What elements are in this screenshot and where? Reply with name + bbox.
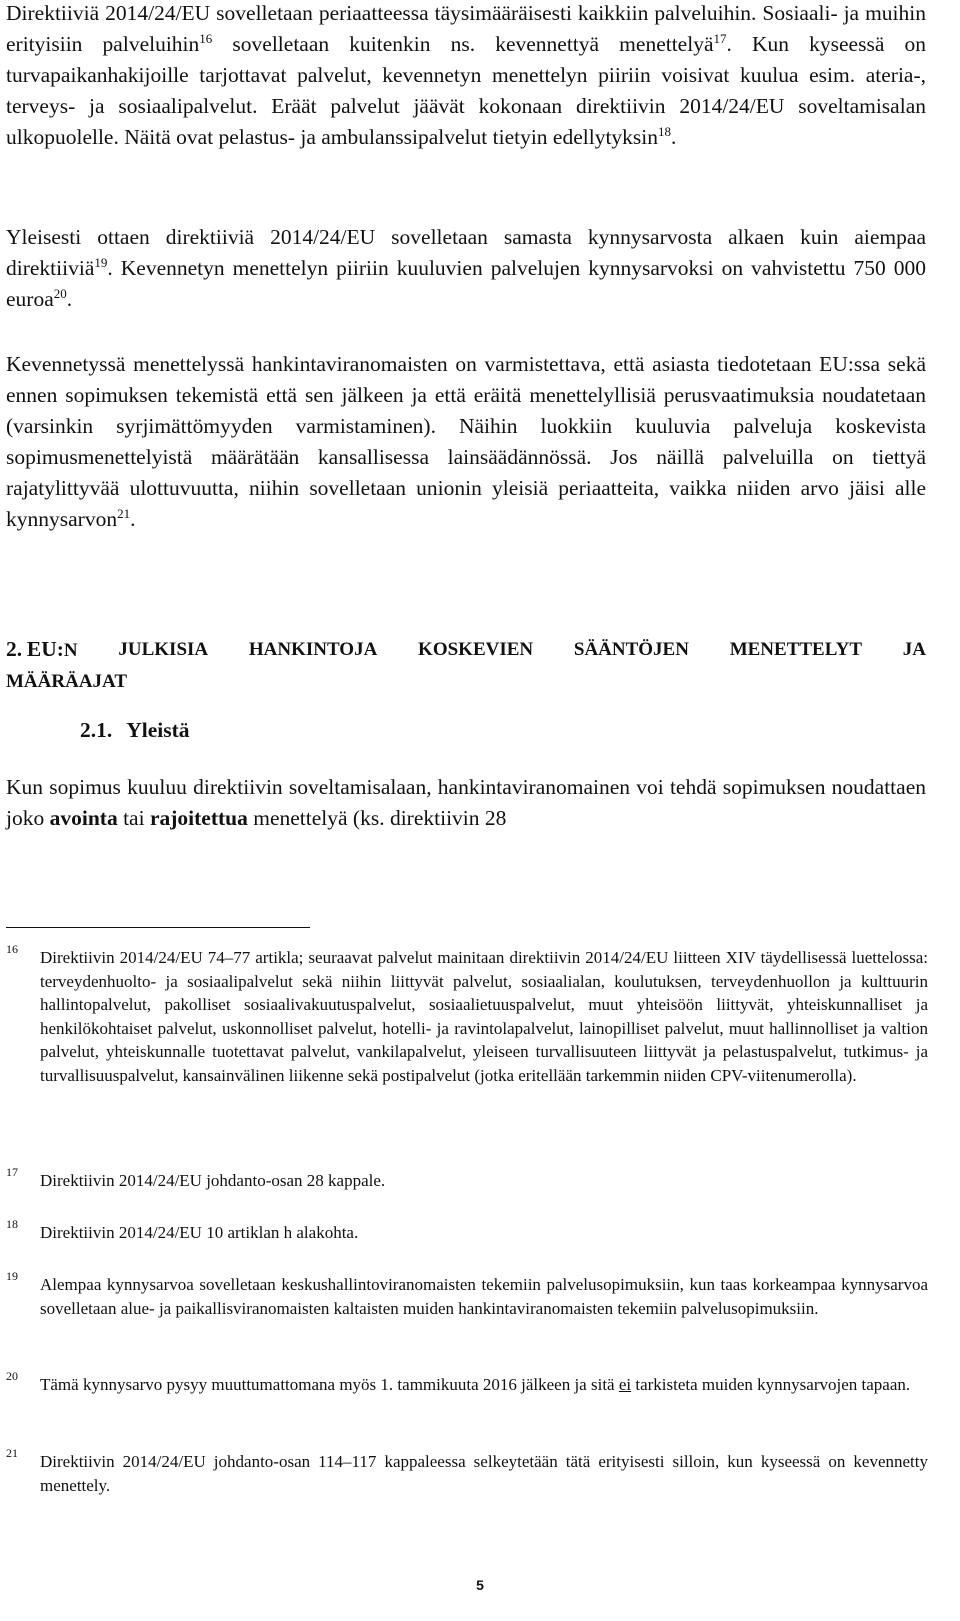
footnote-18 bbox=[0, 1217, 930, 1245]
page-number: 5 bbox=[476, 1577, 484, 1593]
heading-word: SÄÄNTÖJEN bbox=[573, 639, 689, 660]
footnote-number: 18 bbox=[6, 1217, 18, 1231]
heading-word: JULKISIA bbox=[118, 639, 209, 660]
text-run: . bbox=[66, 287, 73, 311]
section-heading-line-2: MÄÄRÄAJAT bbox=[6, 671, 128, 692]
footnote-text: Alempaa kynnysarvoa sovelletaan keskushallintoviranomaisten tekemiin palvelusopimuksiin, kun taas korkeampaa kynnysarvoa sovelletaan alue- ja paikallisviranomaisten kaltaisten muiden hankintaviranomaisten tekemiin palvelusopimuksiin. bbox=[40, 1275, 928, 1318]
footnote-text: Direktiivin 2014/24/EU 10 artiklan h alakohta. bbox=[40, 1223, 359, 1242]
bold-term-restricted: rajoitettua bbox=[149, 806, 248, 830]
section-number bbox=[6, 634, 78, 666]
footnote-ref-16[interactable]: 16 bbox=[199, 31, 213, 46]
paragraph-light-regime bbox=[6, 349, 926, 535]
paragraph-threshold bbox=[6, 222, 926, 315]
footnote-ref-18[interactable]: 18 bbox=[658, 124, 672, 139]
text-run: tai bbox=[117, 806, 150, 830]
heading-word: HANKINTOJA bbox=[248, 639, 378, 660]
footnote-21 bbox=[0, 1446, 930, 1497]
footnote-text bbox=[40, 1373, 928, 1397]
text-run: Kun sopimus kuuluu direktiivin soveltamisalaan, hankintaviranomainen voi tehdä sopimuksen noudattaen joko bbox=[6, 775, 926, 830]
text-run: tarkisteta muiden kynnysarvojen tapaan. bbox=[631, 1375, 911, 1394]
footnote-number: 17 bbox=[6, 1165, 18, 1179]
heading-word: KOSKEVIEN bbox=[418, 639, 534, 660]
underlined-word: ei bbox=[618, 1375, 632, 1394]
paragraph-services-scope bbox=[6, 0, 926, 153]
footnote-ref-17[interactable]: 17 bbox=[713, 31, 727, 46]
subsection-heading bbox=[80, 715, 190, 746]
footnote-ref-20[interactable]: 20 bbox=[53, 286, 67, 301]
footnote-17 bbox=[0, 1165, 930, 1193]
section-heading bbox=[6, 634, 926, 697]
footnote-separator bbox=[6, 927, 310, 928]
heading-number-text: 2. bbox=[6, 637, 23, 661]
heading-word: JA bbox=[902, 639, 926, 660]
text-run: . bbox=[130, 507, 136, 531]
text-run: . Kun kyseessä on turvapaikanhakijoille tarjottavat palvelut, kevennetyn menettelyn piiriin voisivat kuulua esim. ateria-, terveys- ja sosiaalipalvelut. Eräät palvelut jäävät kokonaan direktiivin 2014/24/EU soveltamisalan ulkopuolelle. Näitä ovat pelastus- ja ambulanssipalvelut tietyin edellytyksin bbox=[6, 32, 926, 149]
text-run: Yleisesti ottaen direktiiviä 2014/24/EU sovelletaan samasta kynnysarvosta alkaen kuin aiempaa direktiiviä bbox=[6, 225, 926, 280]
footnote-text: Direktiivin 2014/24/EU 74–77 artikla; seuraavat palvelut mainitaan direktiivin 2014/24/EU liitteen XIV täydellisessä luettelossa: terveydenhuolto- ja sosiaalipalvelut sekä niihin liittyvät palvelut, sosiaalialan, koulutuksen, terveydenhuollon ja kulttuurin hallintopalvelut, pakolliset sosiaalivakuutuspalvelut, sosiaalietuuspalvelut, muut yhteisöön liittyvät, yhteiskunnalliset ja henkilökohtaiset palvelut, uskonnolliset palvelut, hotelli- ja ravintolapalvelut, lainopilliset palvelut, muut hallinnolliset ja valtion palvelut, yhteiskunnalle tuotettavat palvelut, vankilapalvelut, yleiseen turvallisuuteen liittyvät ja pelastuspalvelut, tutkimus- ja turvallisuuspalvelut, kansainvälinen liikenne sekä postipalvelut (jotka eritellään tarkemmin niiden CPV-viitenumerolla). bbox=[40, 948, 928, 1085]
footnote-number: 21 bbox=[6, 1446, 18, 1460]
footnote-ref-21[interactable]: 21 bbox=[117, 506, 131, 521]
text-run: Kevennetyssä menettelyssä hankintaviranomaisten on varmistettava, että asiasta tiedotetaan EU:ssa sekä ennen sopimuksen tekemistä että sen jälkeen ja että eräitä menettelyllisiä perusvaatimuksia noudatetaan (varsinkin syrjimättömyyden varmistaminen). Näihin luokkiin kuuluvia palveluja koskevista sopimusmenettelyistä määrätään kansallisessa lainsäädännössä. Jos näillä palveluilla on tiettyä rajatylittyvää ulottuvuutta, niihin sovelletaan unionin yleisiä periaatteita, vaikka niiden arvo jäisi alle kynnysarvon bbox=[6, 352, 926, 531]
footnote-16 bbox=[0, 942, 930, 1087]
text-run: sovelletaan kuitenkin ns. kevennettyä menettelyä bbox=[212, 32, 714, 56]
footnote-20 bbox=[0, 1369, 930, 1397]
heading-eu-text: EU: bbox=[26, 637, 64, 661]
footnote-number: 19 bbox=[6, 1269, 18, 1283]
text-run: Tämä kynnysarvo pysyy muuttumattomana myös 1. tammikuuta 2016 jälkeen ja sitä bbox=[40, 1375, 619, 1394]
section-heading-line-1 bbox=[6, 634, 926, 666]
footnote-number: 16 bbox=[6, 942, 18, 956]
subsection-number: 2.1. bbox=[80, 718, 113, 742]
text-run: . bbox=[671, 125, 677, 149]
paragraph-procedures bbox=[6, 772, 926, 834]
heading-word: MENETTELYT bbox=[729, 639, 863, 660]
footnote-text: Direktiivin 2014/24/EU johdanto-osan 114–117 kappaleessa selkeytetään tätä erityisesti silloin, kun kyseessä on kevennetty menettely. bbox=[40, 1452, 928, 1495]
footnote-ref-19[interactable]: 19 bbox=[94, 255, 108, 270]
footnote-text: Direktiivin 2014/24/EU johdanto-osan 28 kappale. bbox=[40, 1171, 386, 1190]
text-run: menettelyä (ks. direktiivin 28 bbox=[247, 806, 507, 830]
footnote-19 bbox=[0, 1269, 930, 1320]
heading-word: N bbox=[63, 640, 78, 661]
text-run: Direktiiviä 2014/24/EU sovelletaan periaatteessa täysimääräisesti kaikkiin palveluihin. Sosiaali- ja muihin erityisiin palveluihin bbox=[6, 1, 926, 56]
footnote-number: 20 bbox=[6, 1369, 18, 1383]
text-run: . Kevennetyn menettelyn piiriin kuuluvien palvelujen kynnysarvoksi on vahvistettu 750 000 euroa bbox=[6, 256, 926, 311]
bold-term-open: avointa bbox=[49, 806, 118, 830]
subsection-title: Yleistä bbox=[126, 718, 190, 742]
